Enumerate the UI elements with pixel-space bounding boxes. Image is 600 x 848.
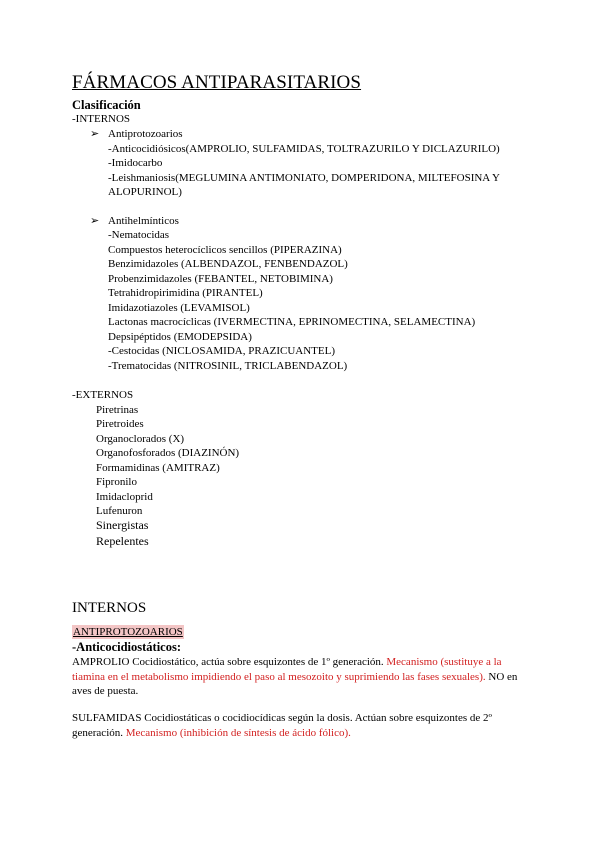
sulfamidas-paragraph	[72, 711, 532, 740]
list-item: Lufenuron	[96, 505, 143, 517]
list-item: Organoclorados (X)	[96, 433, 185, 445]
list-item: Depsipéptidos (EMODEPSIDA)	[108, 331, 252, 343]
internos-heading: INTERNOS	[72, 600, 147, 616]
amprolio-tail: NO en aves de puesta.	[72, 670, 518, 697]
list-item: Formamidinas (AMITRAZ)	[96, 462, 220, 474]
amprolio-text: AMPROLIO Cocidiostático, actúa sobre esquizontes de 1º generación.	[72, 656, 387, 668]
list-item: Probenzimidazoles (FEBANTEL, NETOBIMINA)	[108, 273, 333, 285]
anticoccidiostaticos-heading: -Anticocidiostáticos:	[72, 640, 182, 654]
internos-label: -INTERNOS	[72, 113, 131, 125]
list-item: Piretroides	[96, 418, 144, 430]
list-item: Lactonas macrocíclicas (IVERMECTINA, EPRINOMECTINA, SELAMECTINA)	[108, 316, 476, 328]
list-item: Piretrinas	[96, 404, 139, 416]
list-item: -Trematocidas (NITROSINIL, TRICLABENDAZOL)	[108, 360, 348, 372]
list-item: Fipronilo	[96, 476, 137, 488]
list-item: Imidazotiazoles (LEVAMISOL)	[108, 302, 250, 314]
amprolio-paragraph	[72, 655, 532, 699]
list-item: -Nematocidas	[108, 229, 170, 241]
list-item: Compuestos heterocíclicos sencillos (PIPERAZINA)	[108, 244, 342, 256]
antiprotozoarios-heading: Antiprotozoarios	[108, 128, 183, 140]
list-item: Benzimidazoles (ALBENDAZOL, FENBENDAZOL)	[108, 258, 348, 270]
document-title: FÁRMACOS ANTIPARASITARIOS	[72, 72, 362, 93]
list-item: ALOPURINOL)	[108, 186, 182, 198]
antihelminticos-heading: Antihelmínticos	[108, 215, 179, 227]
amprolio-mecanismo: Mecanismo (sustituye a la tiamina en el metabolismo impidiendo el paso al mesozoito y suprimiendo las fases sexuales).	[72, 656, 502, 683]
list-item: Repelentes	[96, 534, 149, 548]
list-item: -Leishmaniosis(MEGLUMINA ANTIMONIATO, DOMPERIDONA, MILTEFOSINA Y	[108, 172, 500, 184]
antiprotozoarios-tag: ANTIPROTOZOARIOS	[73, 626, 183, 638]
sulfamidas-mecanismo: Mecanismo (inhibición de síntesis de ácido fólico).	[125, 726, 351, 739]
list-item: -Imidocarbo	[108, 157, 163, 169]
sulfamidas-text: SULFAMIDAS Cocidiostáticas o cocidiocídicas según la dosis. Actúan sobre esquizontes de 2º generación.	[72, 712, 492, 739]
arrow-bullet-icon: ➢	[90, 128, 100, 140]
list-item: -Anticocidiósicos(AMPROLIO, SULFAMIDAS, TOLTRAZURILO Y DICLAZURILO)	[108, 143, 500, 155]
arrow-bullet-icon: ➢	[90, 215, 100, 227]
externos-label: -EXTERNOS	[72, 389, 134, 401]
list-item: Sinergistas	[96, 518, 149, 532]
list-item: Imidacloprid	[96, 491, 153, 503]
list-item: Tetrahidropirimidina (PIRANTEL)	[108, 287, 263, 299]
list-item: -Cestocidas (NICLOSAMIDA, PRAZICUANTEL)	[108, 345, 336, 357]
list-item: Organofosforados (DIAZINÓN)	[96, 447, 240, 459]
section-label-clasificacion: Clasificación	[72, 98, 141, 112]
